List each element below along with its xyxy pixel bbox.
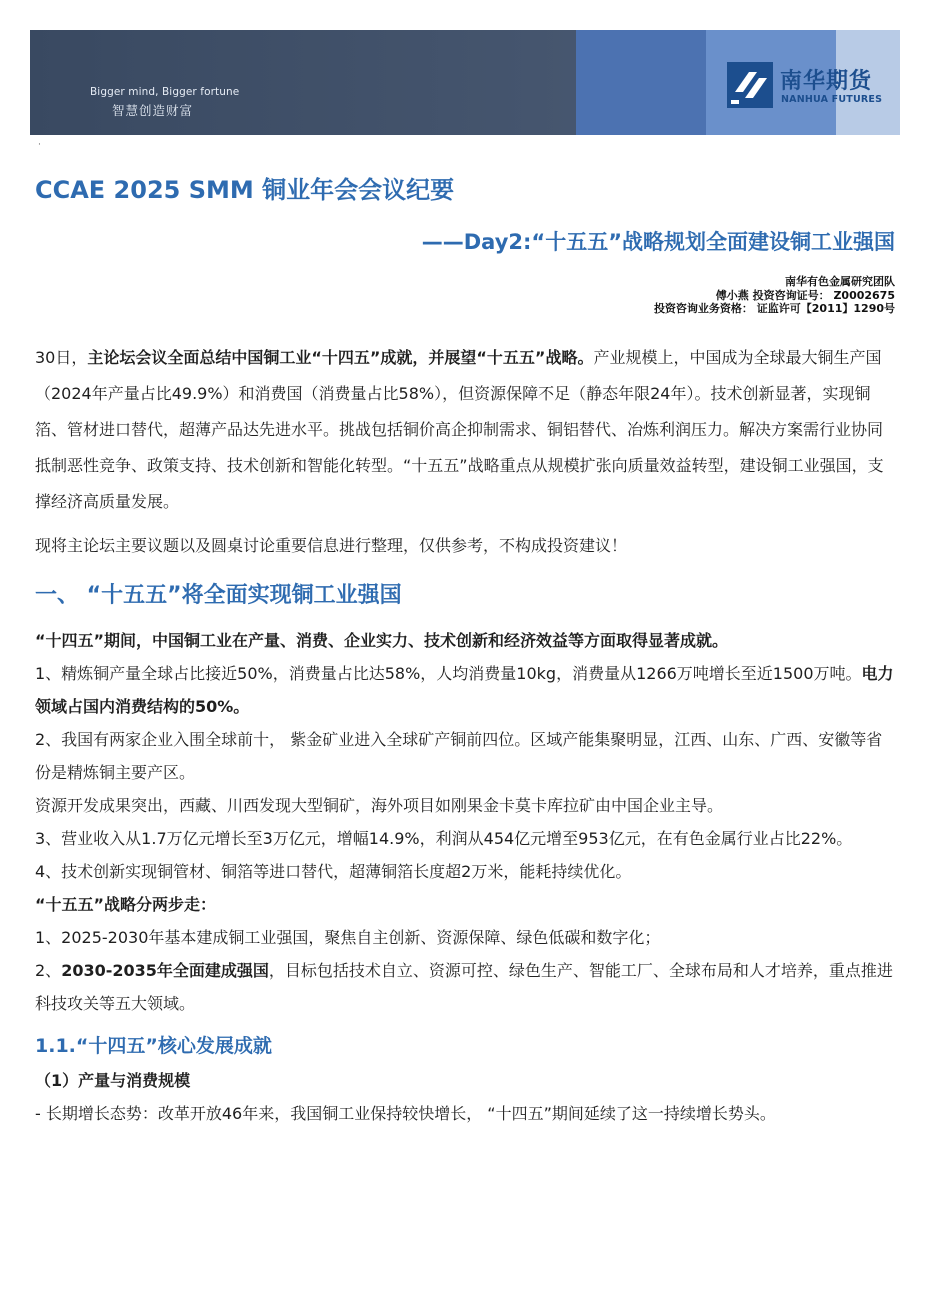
- slogan-cn: 智慧创造财富: [112, 103, 194, 118]
- achievement-item-4: 4、技术创新实现铜管材、铜箔等进口替代，超薄铜箔长度超2万米，能耗持续优化。: [35, 862, 632, 881]
- intro-lead: 30日，: [35, 348, 88, 367]
- license-info: 投资咨询业务资格： 证监许可【2011】1290号: [653, 302, 895, 315]
- page-title: CCAE 2025 SMM 铜业年会会议纪要: [35, 176, 455, 204]
- company-logo: [727, 62, 891, 108]
- plan-2-lead: 2、: [35, 961, 62, 980]
- section-1-heading: 一、 “十五五”将全面实现铜工业强国: [35, 583, 402, 608]
- plan-step-2: [35, 954, 897, 1020]
- achievement-item-2b: 资源开发成果突出，西藏、川西发现大型铜矿，海外项目如刚果金卡莫卡库拉矿由中国企业主导。: [35, 796, 724, 815]
- analyst-credential: 傅小燕 投资咨询证号： Z0002675: [715, 288, 895, 302]
- plan-2-bold: 2030-2035年全面建成强国: [61, 961, 269, 980]
- plan-lead: “十五五”战略分两步走：: [35, 895, 217, 914]
- achievement-item-1: [35, 657, 897, 723]
- plan-2-rest: ，目标包括技术自立、资源可控、绿色生产、智能工厂、全球布局和人才培养，重点推进科技攻关等五大领域。: [35, 961, 893, 1013]
- logo-text-en: NANHUA FUTURES: [781, 94, 883, 105]
- achievement-item-2: 2、我国有两家企业入围全球前十， 紫金矿业进入全球矿产铜前四位。区域产能集聚明显，江西、山东、广西、安徽等省份是精炼铜主要产区。: [35, 730, 883, 782]
- main-content: [35, 340, 897, 1130]
- author-info: [654, 275, 895, 316]
- intro-rest: 产业规模上，中国成为全球最大铜生产国（2024年产量占比49.9%）和消费国（消费量占比58%），但资源保障不足（静态年限24年）。技术创新显著，实现铜箔、管材进口替代，超薄产品达先进水平。挑战包括铜价高企抑制需求、铜铝替代、冶炼利润压力。解决方案需行业协同抵制恶性竞争、政策支持、技术创新和智能化转型。“十五五”战略重点从规模扩张向质量效益转型，建设铜工业强国，支撑经济高质量发展。: [35, 348, 884, 511]
- banner-mid-panel: [576, 30, 706, 135]
- subsection-label: （1）产量与消费规模: [35, 1071, 191, 1090]
- banner-dark-panel: [30, 30, 576, 135]
- intro-bold: 主论坛会议全面总结中国铜工业“十四五”成就，并展望“十五五”战略。: [87, 348, 594, 367]
- section-1-1-heading: 1.1.“十四五”核心发展成就: [35, 1035, 272, 1057]
- disclaimer-paragraph: 现将主论坛主要议题以及圆桌讨论重要信息进行整理，仅供参考，不构成投资建议！: [35, 536, 628, 555]
- logo-text-cn: 南华期货: [780, 69, 873, 94]
- section-1-lead: “十四五”期间，中国铜工业在产量、消费、企业实力、技术创新和经济效益等方面取得显著成就。: [35, 631, 729, 650]
- intro-paragraph: [35, 340, 897, 520]
- banner-slogan: [90, 86, 239, 119]
- growth-trend-line: - 长期增长态势：改革开放46年来，我国铜工业保持较快增长， “十四五”期间延续了这一持续增长势头。: [35, 1104, 776, 1123]
- page-subtitle: ——Day2:“十五五”战略规划全面建设铜工业强国: [421, 230, 895, 254]
- nanhua-logo-icon: [727, 62, 773, 108]
- plan-step-1: 1、2025-2030年基本建成铜工业强国，聚焦自主创新、资源保障、绿色低碳和数字化；: [35, 928, 661, 947]
- item-1-bold: 电力领域占国内消费结构的50%。: [35, 664, 894, 716]
- slogan-en: Bigger mind, Bigger fortune: [90, 86, 240, 98]
- header-banner: [30, 30, 900, 135]
- item-1-text: 1、精炼铜产量全球占比接近50%，消费量占比达58%，人均消费量10kg，消费量从1266万吨增长至近1500万吨。: [35, 664, 862, 683]
- research-team: 南华有色金属研究团队: [785, 275, 895, 288]
- achievement-item-3: 3、营业收入从1.7万亿元增长至3万亿元，增幅14.9%，利润从454亿元增至953亿元，在有色金属行业占比22%。: [35, 829, 853, 848]
- bullet-dot: ·: [38, 140, 41, 150]
